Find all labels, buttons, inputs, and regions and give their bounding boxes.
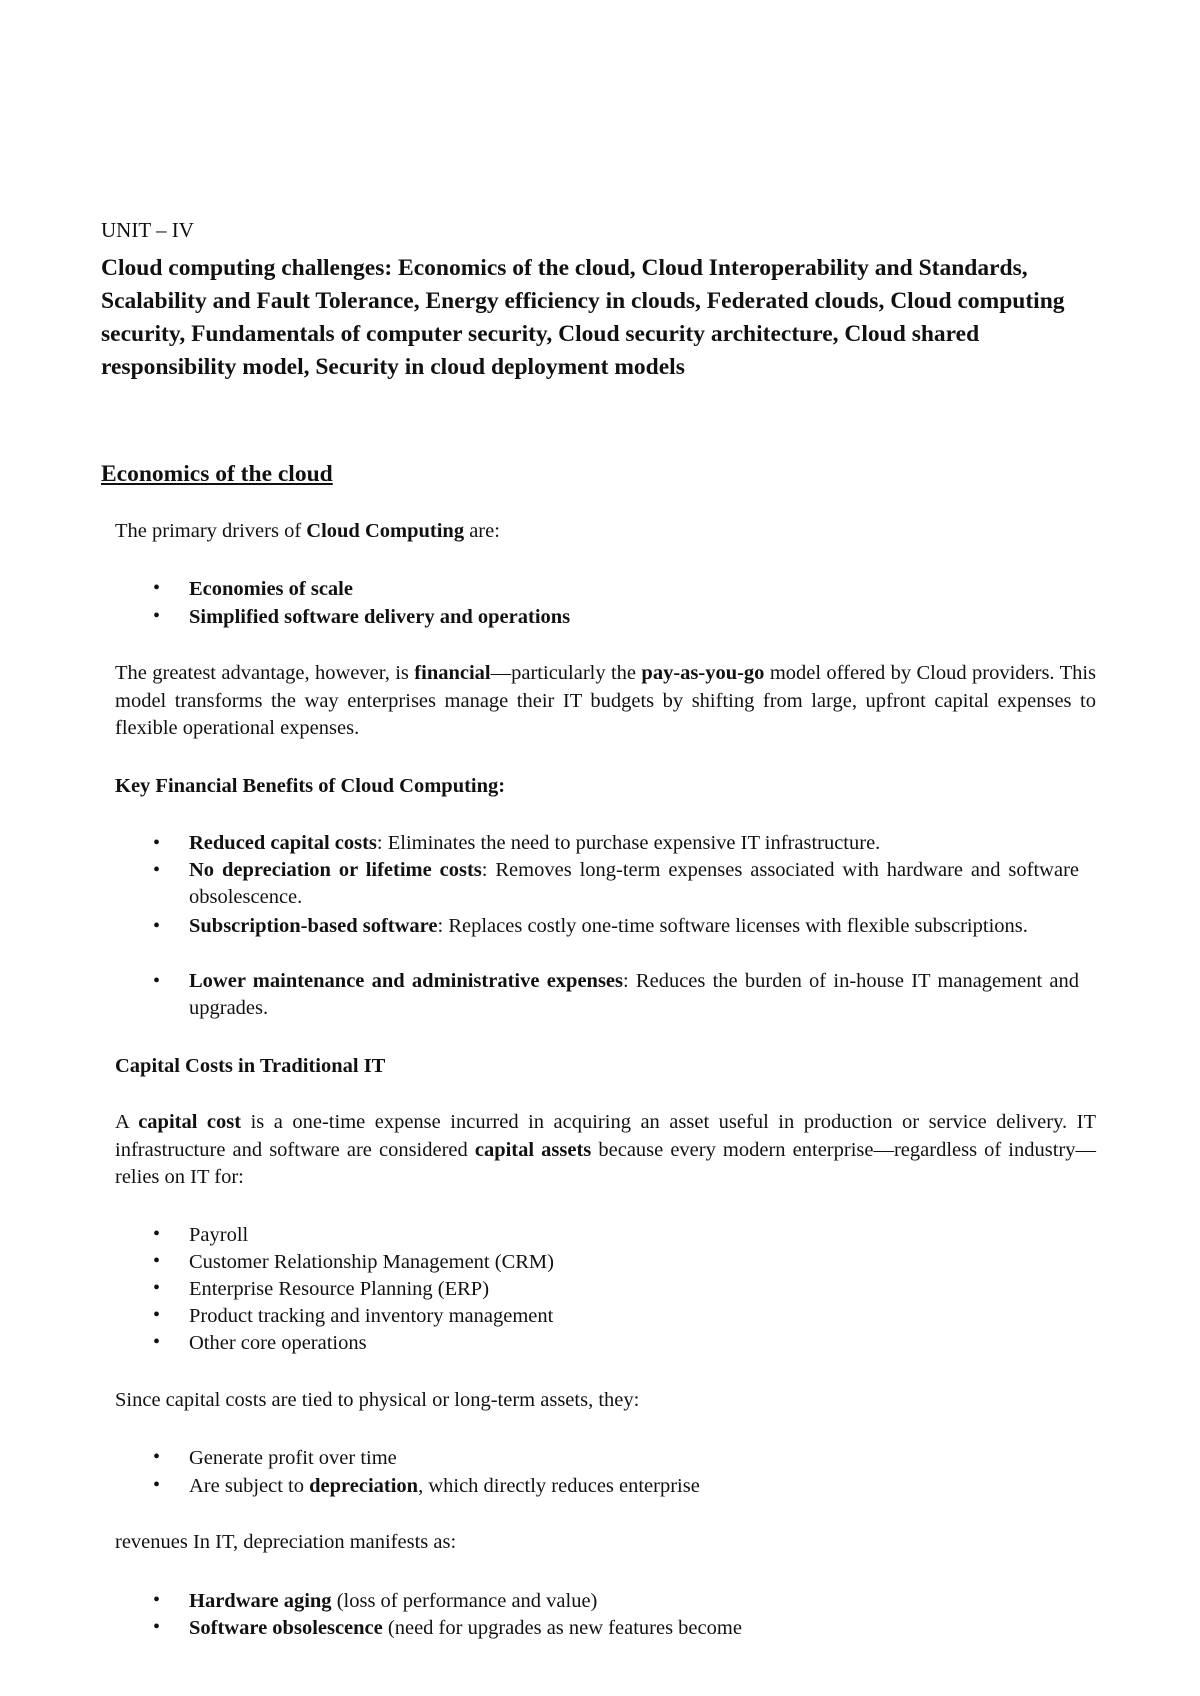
advantage-bold-2: pay-as-you-go	[641, 662, 765, 684]
capital-text-2: is a one-time expense incurred in acquiring an asset useful in production or service delivery. IT infrastructure and software are considered	[115, 1111, 1096, 1161]
list-item	[189, 968, 1079, 1022]
topics-list: Economics of the cloud, Cloud Interoperability and Standards, Scalability and Fault Tolerance, Energy efficiency in clouds, Federated clouds, Cloud computing security, Fundamentals of computer security, Cloud security architecture, Cloud shared responsibility model, Security in cloud deployment models	[101, 255, 1065, 380]
capital-title: Capital Costs in Traditional IT	[115, 1055, 386, 1077]
list-item: Economies of scale	[189, 578, 353, 600]
list-item	[189, 857, 1079, 911]
bullet-icon: •	[153, 1589, 161, 1611]
section-title: Economics of the cloud	[101, 461, 333, 487]
drivers-intro	[115, 520, 500, 543]
benefit-text: : Removes long-term expenses associated with hardware and software obsolescence.	[189, 859, 1079, 908]
bullet-icon: •	[153, 1304, 161, 1326]
depreciation-bold: Software obsolescence	[189, 1617, 383, 1639]
bullet-icon: •	[153, 577, 161, 599]
capital-text-3: because every modern enterprise—regardless of industry—relies on IT for:	[115, 1138, 1097, 1188]
list-item	[189, 1590, 597, 1613]
effect-text-post: , which directly reduces enterprise	[418, 1475, 700, 1497]
drivers-intro-bold: Cloud Computing	[306, 520, 465, 542]
capital-text-1: A	[115, 1111, 139, 1133]
capital-bold-2: capital assets	[474, 1138, 592, 1161]
benefit-bold: Reduced capital costs	[189, 832, 377, 854]
bullet-icon: •	[153, 1616, 161, 1638]
benefits-title: Key Financial Benefits of Cloud Computing:	[115, 775, 506, 797]
advantage-text-3: model offered by Cloud providers. This model transforms the way enterprises manage their IT budgets by shifting from large, upfront capital expenses to flexible operational expenses.	[115, 662, 1097, 739]
bullet-icon: •	[153, 605, 161, 627]
benefit-text: : Reduces the burden of in-house IT management and upgrades.	[189, 970, 1079, 1019]
advantage-paragraph	[115, 660, 1096, 743]
list-item: Other core operations	[189, 1332, 367, 1354]
bullet-icon: •	[153, 832, 161, 854]
list-item	[189, 1617, 742, 1640]
depreciation-text: (need for upgrades as new features become	[382, 1617, 742, 1639]
bullet-icon: •	[153, 1250, 161, 1272]
unit-label: UNIT – IV	[101, 218, 194, 242]
bullet-icon: •	[153, 1446, 161, 1468]
benefit-bold: Lower maintenance and administrative expenses	[189, 970, 623, 992]
bullet-icon: •	[153, 970, 161, 992]
list-item: Simplified software delivery and operations	[189, 606, 571, 628]
depreciation-text: (loss of performance and value)	[331, 1590, 598, 1612]
bullet-icon: •	[153, 915, 161, 937]
list-item	[189, 913, 1079, 940]
list-item: Customer Relationship Management (CRM)	[189, 1251, 554, 1273]
advantage-text-2: —particularly the	[490, 662, 642, 684]
bullet-icon: •	[153, 1331, 161, 1353]
drivers-intro-post: are:	[464, 520, 500, 542]
effect-text: Generate profit over time	[189, 1447, 397, 1469]
bullet-icon: •	[153, 859, 161, 881]
effect-bold: depreciation	[309, 1475, 419, 1497]
benefit-text: : Eliminates the need to purchase expensive IT infrastructure.	[376, 832, 881, 854]
bullet-icon: •	[153, 1223, 161, 1245]
list-item	[189, 830, 1079, 857]
benefit-text: : Replaces costly one-time software licenses with flexible subscriptions.	[437, 915, 1028, 937]
drivers-intro-pre: The primary drivers of	[115, 520, 307, 542]
bullet-icon: •	[153, 1277, 161, 1299]
list-item	[189, 1447, 397, 1470]
topics-heading	[101, 252, 1101, 384]
revenues-paragraph: revenues In IT, depreciation manifests as:	[115, 1531, 457, 1553]
benefit-bold: Subscription-based software	[189, 915, 438, 937]
capital-bold-1: capital cost	[138, 1111, 242, 1133]
list-item	[189, 1475, 700, 1498]
benefit-bold: No depreciation or lifetime costs	[189, 859, 482, 881]
list-item: Enterprise Resource Planning (ERP)	[189, 1278, 490, 1300]
depreciation-bold: Hardware aging	[189, 1590, 332, 1612]
list-item: Product tracking and inventory management	[189, 1305, 554, 1327]
topics-lead: Cloud computing challenges:	[101, 255, 393, 281]
effect-text-pre: Are subject to	[189, 1475, 310, 1497]
advantage-bold-1: financial	[414, 662, 491, 684]
advantage-text-1: The greatest advantage, however, is	[115, 662, 415, 684]
list-item: Payroll	[189, 1224, 249, 1246]
capital-paragraph	[115, 1109, 1096, 1192]
bullet-icon: •	[153, 1474, 161, 1496]
since-paragraph: Since capital costs are tied to physical or long-term assets, they:	[115, 1389, 640, 1411]
